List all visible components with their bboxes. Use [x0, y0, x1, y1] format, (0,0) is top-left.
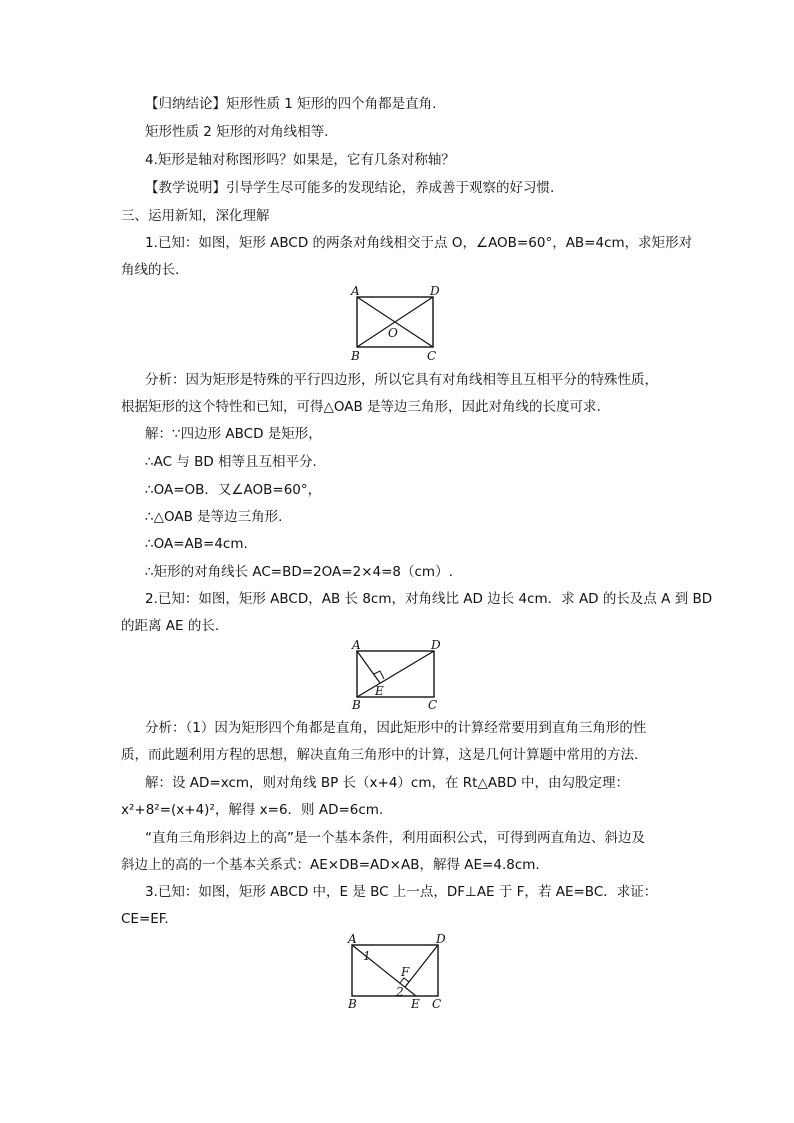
- fig1-label-b: B: [351, 349, 360, 362]
- question-4: 4.矩形是轴对称图形吗？如果是，它有几条对称轴？: [145, 152, 455, 168]
- fig3-label-d: D: [436, 932, 446, 946]
- fig1-label-o: O: [388, 326, 398, 340]
- fig2-label-b: B: [352, 698, 361, 711]
- fig3-label-a: A: [348, 932, 357, 946]
- problem-3-line-2: CE=EF.: [121, 911, 169, 927]
- problem-1-line-2: 角线的长.: [121, 262, 180, 278]
- figure-1-rectangle-diagonals: [348, 284, 444, 362]
- conclusion-property-2: 矩形性质 2 矩形的对角线相等.: [145, 124, 329, 140]
- problem-2-analysis-line-2: 质，而此题利用方程的思想，解决直角三角形中的计算，这是几何计算题中常用的方法.: [121, 747, 639, 763]
- problem-3-line-1: 3.已知：如图，矩形 ABCD 中，E 是 BC 上一点，DF⊥AE 于 F，若 AE=BC．求证：: [145, 884, 658, 900]
- fig2-label-a: A: [352, 639, 361, 652]
- problem-2-note-line-1: “直角三角形斜边上的高”是一个基本条件，利用面积公式，可得到两直角边、斜边及: [145, 830, 645, 846]
- problem-2-line-2: 的距离 AE 的长.: [121, 618, 220, 634]
- figure-2-rectangle-altitude: [348, 639, 444, 711]
- fig1-label-d: D: [430, 284, 440, 298]
- problem-1-solution-step-4: ∴△OAB 是等边三角形.: [145, 509, 283, 525]
- problem-2-note-line-2: 斜边上的高的一个基本关系式：AE×DB=AD×AB，解得 AE=4.8cm.: [121, 857, 540, 873]
- problem-1-solution-step-1: 解：∵四边形 ABCD 是矩形，: [145, 426, 322, 442]
- problem-1-solution-step-6: ∴矩形的对角线长 AC=BD=2OA=2×4=8（cm）.: [145, 564, 453, 580]
- problem-1-line-1: 1.已知：如图，矩形 ABCD 的两条对角线相交于点 O，∠AOB=60°，AB=4cm，求矩形对: [145, 235, 693, 251]
- problem-2-solution-line-2: x²+8²=(x+4)²，解得 x=6．则 AD=6cm.: [121, 802, 384, 818]
- fig3-label-b: B: [348, 997, 357, 1010]
- conclusion-property-1: 【归纳结论】矩形性质 1 矩形的四个角都是直角.: [145, 96, 437, 112]
- fig1-label-c: C: [427, 349, 437, 362]
- problem-1-solution-step-3: ∴OA=OB．又∠AOB=60°，: [145, 482, 322, 498]
- problem-2-analysis-line-1: 分析：（1）因为矩形四个角都是直角，因此矩形中的计算经常要用到直角三角形的性: [145, 720, 647, 736]
- fig3-label-e: E: [411, 997, 420, 1010]
- fig3-angle-2: 2: [396, 985, 404, 999]
- fig3-label-c: C: [432, 997, 442, 1010]
- problem-1-analysis-line-2: 根据矩形的这个特性和已知，可得△OAB 是等边三角形，因此对角线的长度可求.: [121, 399, 601, 415]
- problem-2-line-1: 2.已知：如图，矩形 ABCD，AB 长 8cm，对角线比 AD 边长 4cm．求 AD 的长及点 A 到 BD: [145, 591, 713, 607]
- fig1-label-a: A: [351, 284, 360, 298]
- fig3-label-f: F: [401, 965, 410, 979]
- problem-2-solution-line-1: 解：设 AD=xcm，则对角线 BP 长（x+4）cm，在 Rt△ABD 中，由勾股定理：: [145, 775, 630, 791]
- section-heading: 三、运用新知，深化理解: [121, 208, 270, 224]
- fig3-angle-1: 1: [363, 949, 371, 963]
- fig2-label-d: D: [431, 639, 441, 652]
- problem-1-solution-step-2: ∴AC 与 BD 相等且互相平分.: [145, 454, 317, 470]
- figure-3-rectangle-perpendicular: [342, 930, 450, 1010]
- fig2-label-e: E: [375, 684, 384, 698]
- fig2-label-c: C: [428, 698, 438, 711]
- problem-1-solution-step-5: ∴OA=AB=4cm.: [145, 536, 248, 552]
- problem-1-analysis-line-1: 分析：因为矩形是特殊的平行四边形，所以它具有对角线相等且互相平分的特殊性质，: [145, 372, 658, 388]
- teaching-note: 【教学说明】引导学生尽可能多的发现结论，养成善于观察的好习惯.: [145, 180, 555, 196]
